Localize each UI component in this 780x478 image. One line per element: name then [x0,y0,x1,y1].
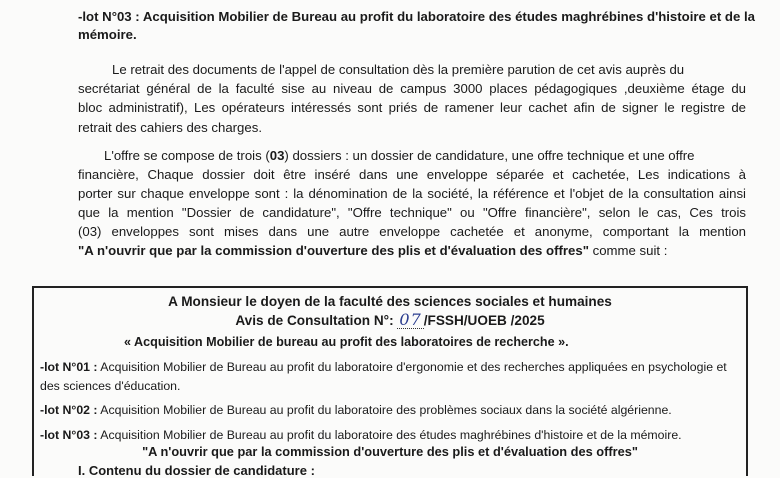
para2-line3: porter sur chaque enveloppe sont : la dénomination de la société, la référence et l'objet de la consultation ainsi [78,186,746,201]
para1-line1: Le retrait des documents de l'appel de consultation dès la première parution de cet avis auprès du [112,62,685,77]
para2-line2: financière, Chaque dossier doit être inséré dans une enveloppe séparée et cachetée, Les indications à [78,167,746,182]
box-lot03-label: -lot N°03 : [40,428,98,442]
avis-ref: /FSSH/UOEB /2025 [423,313,545,328]
box-lot01-text: Acquisition Mobilier de Bureau au profit du laboratoire d'ergonomie et des recherches appliquées en psychologie et [97,360,727,374]
lot03-label: -lot N°03 : [78,9,140,24]
para2-line1 [104,148,694,164]
para2-count: 03 [269,148,285,163]
mention-suffix: comme suit : [588,243,668,258]
para2-line5: (03) enveloppes sont mises dans une autre enveloppe cachetée et anonyme, comportant la mention [78,224,746,239]
box-closing: "A n'ouvrir que par la commission d'ouverture des plis et d'évaluation des offres" [142,444,638,459]
box-lot02-label: -lot N°02 : [40,403,98,417]
para2-line6 [78,243,667,259]
avis-label: Avis de Consultation N°: [235,313,398,328]
box-lot01 [40,359,727,375]
para2-line1-a: L'offre se compose de trois ( [104,148,270,163]
box-subject: « Acquisition Mobilier de bureau au profit des laboratoires de recherche ». [124,335,569,349]
para2-line1-c: ) dossiers : un dossier de candidature, une offre technique et une offre [284,148,695,163]
mention-bold: "A n'ouvrir que par la commission d'ouverture des plis et d'évaluation des offres" [78,243,589,258]
para2-line4: que la mention "Dossier de candidature", "Offre technique" ou "Offre financière", selon le cas, Ces trois [78,205,746,220]
para1-line3: bloc administratif), Les opérateurs intéressés sont priés de ramener leur cachet afin de signer le registre de [78,100,746,115]
box-lot03-text: Acquisition Mobilier de Bureau au profit du laboratoire des études maghrébines d'histoire et de la mémoire. [97,428,682,442]
box-lot01-cont: des sciences d'éducation. [40,379,181,393]
para1-line4: retrait des cahiers des charges. [78,120,262,135]
next-section-heading: I. Contenu du dossier de candidature : [78,463,315,478]
box-lot02-text: Acquisition Mobilier de Bureau au profit du laboratoire des problèmes sociaux dans la société algérienne. [97,403,672,417]
box-lot01-label: -lot N°01 : [40,360,98,374]
lot03-text-cont: mémoire. [78,27,137,42]
para1-line2: secrétariat général de la faculté sise au niveau de campus 3000 places pédagogiques ,deuxième étage du [78,81,746,96]
envelope-label-box [32,286,748,476]
box-lot03 [40,427,682,443]
box-title-1: A Monsieur le doyen de la faculté des sciences sociales et humaines [168,294,612,309]
handwritten-number: 07 [399,310,422,329]
box-title-2 [34,312,746,329]
lot03-line [78,9,755,25]
box-lot02 [40,402,672,418]
lot03-text: Acquisition Mobilier de Bureau au profit du laboratoire des études maghrébines d'histoire et de la [139,9,755,24]
